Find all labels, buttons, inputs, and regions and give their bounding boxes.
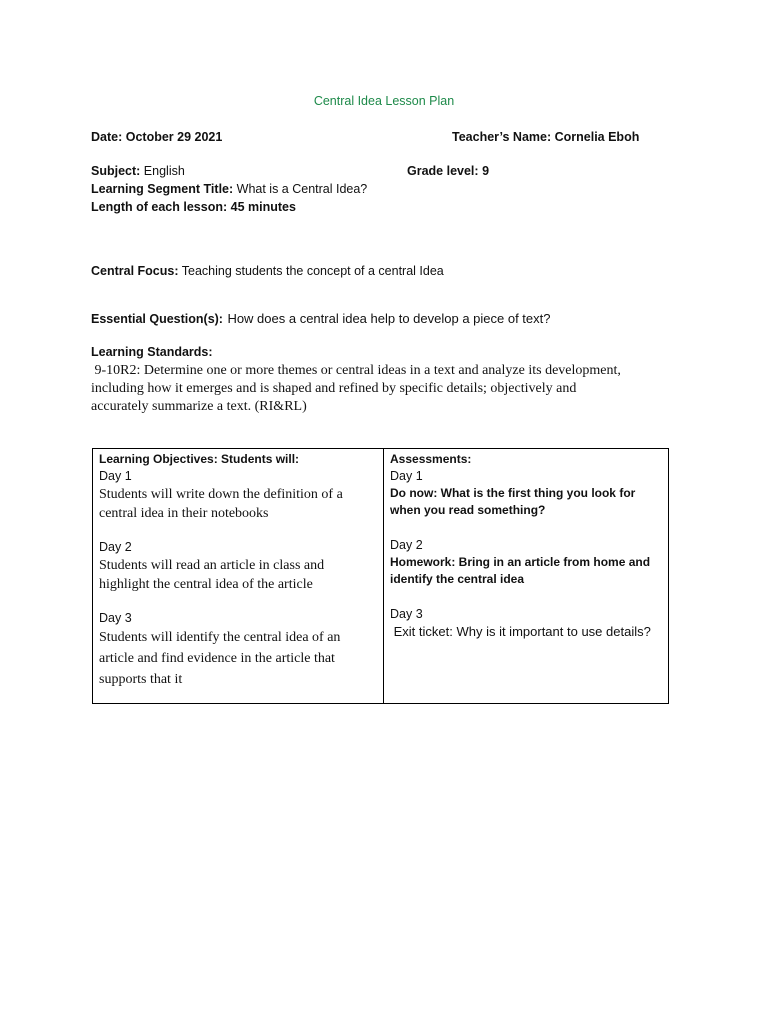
essential-question-value: How does a central idea help to develop a piece of text? [227,311,551,326]
essential-question-label: Essential Question(s): [91,312,223,326]
objective-line: article and find evidence in the article that [99,651,335,666]
length-line [91,200,296,214]
grade-line [407,164,489,178]
assessment-line: when you read something? [390,503,546,517]
objective-text [99,627,377,690]
standards-line: including how it emerges and is shaped and refined by specific details; objectively and [91,381,577,396]
assessments-header: Assessments: [390,452,472,466]
learning-standards-text [91,362,621,416]
assessment-line: identify the central idea [390,572,525,586]
segment-value: What is a Central Idea? [236,182,368,196]
document-title: Central Idea Lesson Plan [313,94,455,108]
objective-line: Students will read an article in class and [99,558,325,573]
assessments-column [384,449,669,704]
objectives-assessments-table [92,448,669,704]
assessment-day-label: Day 3 [390,607,423,621]
subject-line [91,164,185,178]
assessment-text [390,485,662,519]
subject-label: Subject: [91,164,141,178]
length-label: Length of each lesson: [91,200,228,214]
objective-line: highlight the central idea of the article [99,577,313,592]
central-focus-line [91,264,444,278]
teacher-line [452,130,639,144]
assessment-text [390,554,662,588]
objective-text [99,556,377,594]
assessment-day-label: Day 2 [390,538,423,552]
objective-line: supports that it [99,672,183,687]
assessment-line: Do now: What is the first thing you look for [390,486,636,500]
central-focus-label: Central Focus: [91,264,179,278]
date-line [91,130,222,144]
objective-day-label: Day 2 [99,540,132,554]
assessment-line: Exit ticket: Why is it important to use details? [390,624,651,639]
essential-question-line [91,310,550,328]
grade-value: 9 [482,164,490,178]
objective-line: central idea in their notebooks [99,506,269,521]
grade-label: Grade level: [407,164,479,178]
objective-line: Students will identify the central idea of an [99,630,341,645]
date-value: October 29 2021 [125,130,223,144]
length-value: 45 minutes [230,200,296,214]
objective-text [99,485,377,523]
teacher-label: Teacher’s Name: [452,130,552,144]
assessment-day-label: Day 1 [390,469,423,483]
date-label: Date: [91,130,123,144]
segment-label: Learning Segment Title: [91,182,234,196]
teacher-value: Cornelia Eboh [554,130,640,144]
standards-line: accurately summarize a text. (RI&RL) [91,399,307,414]
subject-value: English [143,164,185,178]
learning-standards-label: Learning Standards: [91,345,213,359]
assessment-line: Homework: Bring in an article from home and [390,555,651,569]
standards-line: 9-10R2: Determine one or more themes or central ideas in a text and analyze its development, [91,363,621,378]
assessment-text [390,623,662,640]
objectives-header: Learning Objectives: Students will: [99,452,300,466]
objective-day-label: Day 3 [99,611,132,625]
segment-line [91,182,367,196]
objective-line: Students will write down the definition of a [99,487,343,502]
objectives-column [93,449,384,704]
central-focus-value: Teaching students the concept of a central Idea [181,264,444,278]
objective-day-label: Day 1 [99,469,132,483]
